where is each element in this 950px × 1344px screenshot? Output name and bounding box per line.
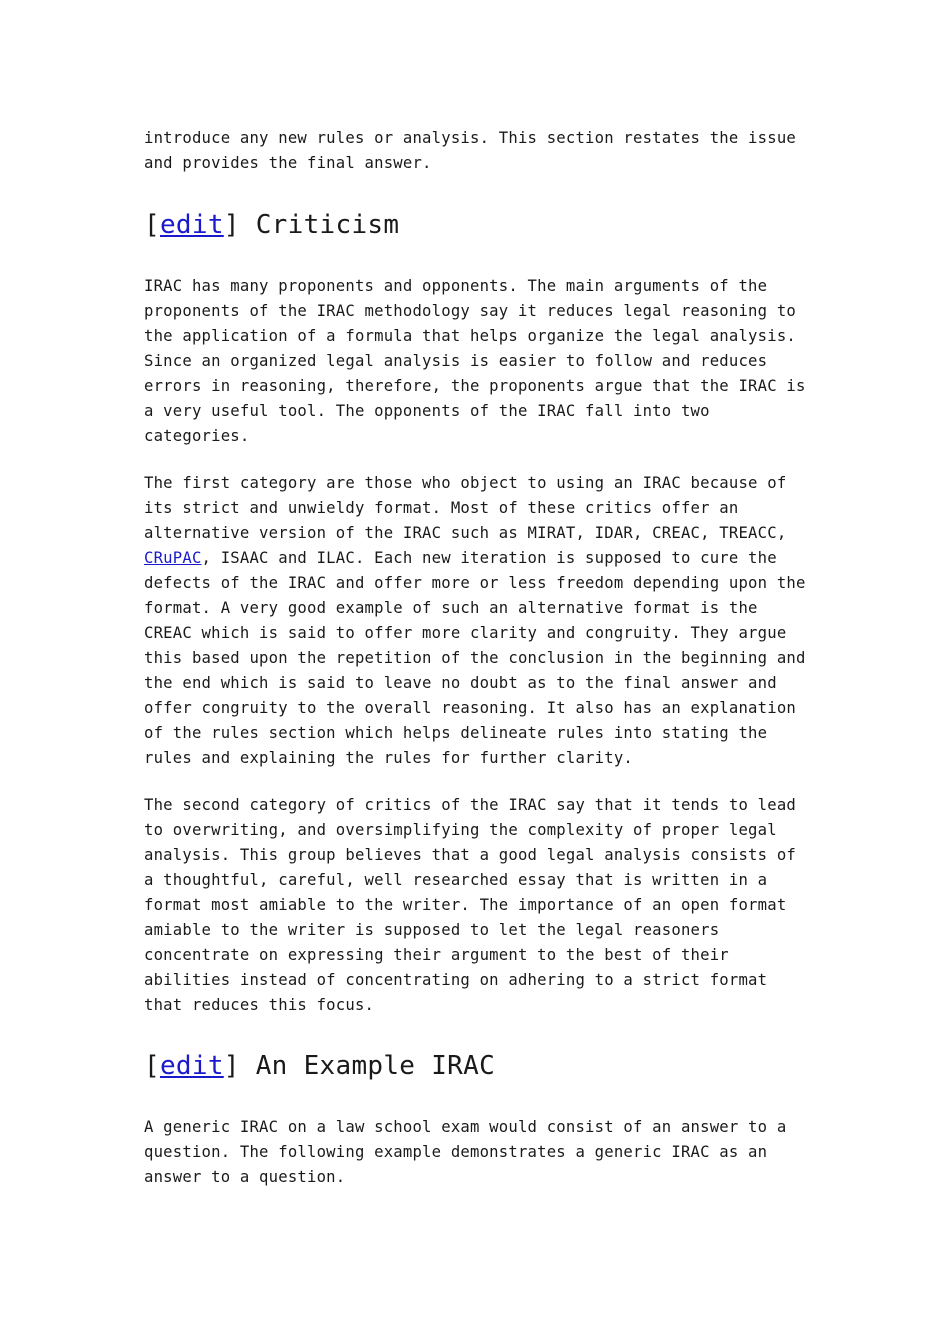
intro-paragraph: introduce any new rules or analysis. This section restates the issue and provides the final answer.: [144, 129, 796, 172]
section-heading-example: [144, 1049, 816, 1083]
example-paragraph: A generic IRAC on a law school exam would consist of an answer to a question. The following example demonstrates a generic IRAC as an answer to a question.: [144, 1118, 787, 1186]
crupac-link[interactable]: CRuPAC: [144, 549, 202, 567]
bracket-close: ]: [223, 210, 240, 240]
section-title-example: An Example IRAC: [239, 1051, 496, 1081]
criticism-paragraph-2-part-2: , ISAAC and ILAC. Each new iteration is supposed to cure the defects of the IRAC and offer more or less freedom depending upon the format. A very good example of such an alternative format is the CREAC which is said to offer more clarity and congruity. They argue this based upon the repetition of the conclusion in the beginning and the end which is said to leave no doubt as to the final answer and offer congruity to the overall reasoning. It also has an explanation of the rules section which helps delineate rules into stating the rules and explaining the rules for further clarity.: [144, 549, 806, 767]
edit-link-example[interactable]: edit: [159, 1051, 224, 1081]
document-page: [144, 126, 816, 1190]
bracket-open: [: [144, 1051, 160, 1081]
criticism-paragraph-2-part-1: The first category are those who object to using an IRAC because of its strict and unwieldy format. Most of these critics offer an alternative version of the IRAC such as MIRAT, IDAR, CREAC, TREACC,: [144, 474, 787, 542]
section-heading-criticism: [144, 208, 816, 242]
criticism-paragraph-2: [144, 471, 816, 771]
bracket-open: [: [144, 210, 160, 240]
criticism-paragraph-1: IRAC has many proponents and opponents. The main arguments of the proponents of the IRAC methodology say it reduces legal reasoning to the application of a formula that helps organize the legal analysis. Since an organized legal analysis is easier to follow and reduces errors in reasoning, therefore, the proponents argue that the IRAC is a very useful tool. The opponents of the IRAC fall into two categories.: [144, 277, 806, 445]
criticism-paragraph-3: The second category of critics of the IRAC say that it tends to lead to overwriting, and oversimplifying the complexity of proper legal analysis. This group believes that a good legal analysis consists of a thoughtful, careful, well researched essay that is written in a format most amiable to the writer. The importance of an open format amiable to the writer is supposed to let the legal reasoners concentrate on expressing their argument to the best of their abilities instead of concentrating on adhering to a strict format that reduces this focus.: [144, 796, 796, 1014]
edit-link-criticism[interactable]: edit: [159, 210, 224, 240]
section-title-criticism: Criticism: [239, 210, 400, 240]
bracket-close: ]: [223, 1051, 240, 1081]
